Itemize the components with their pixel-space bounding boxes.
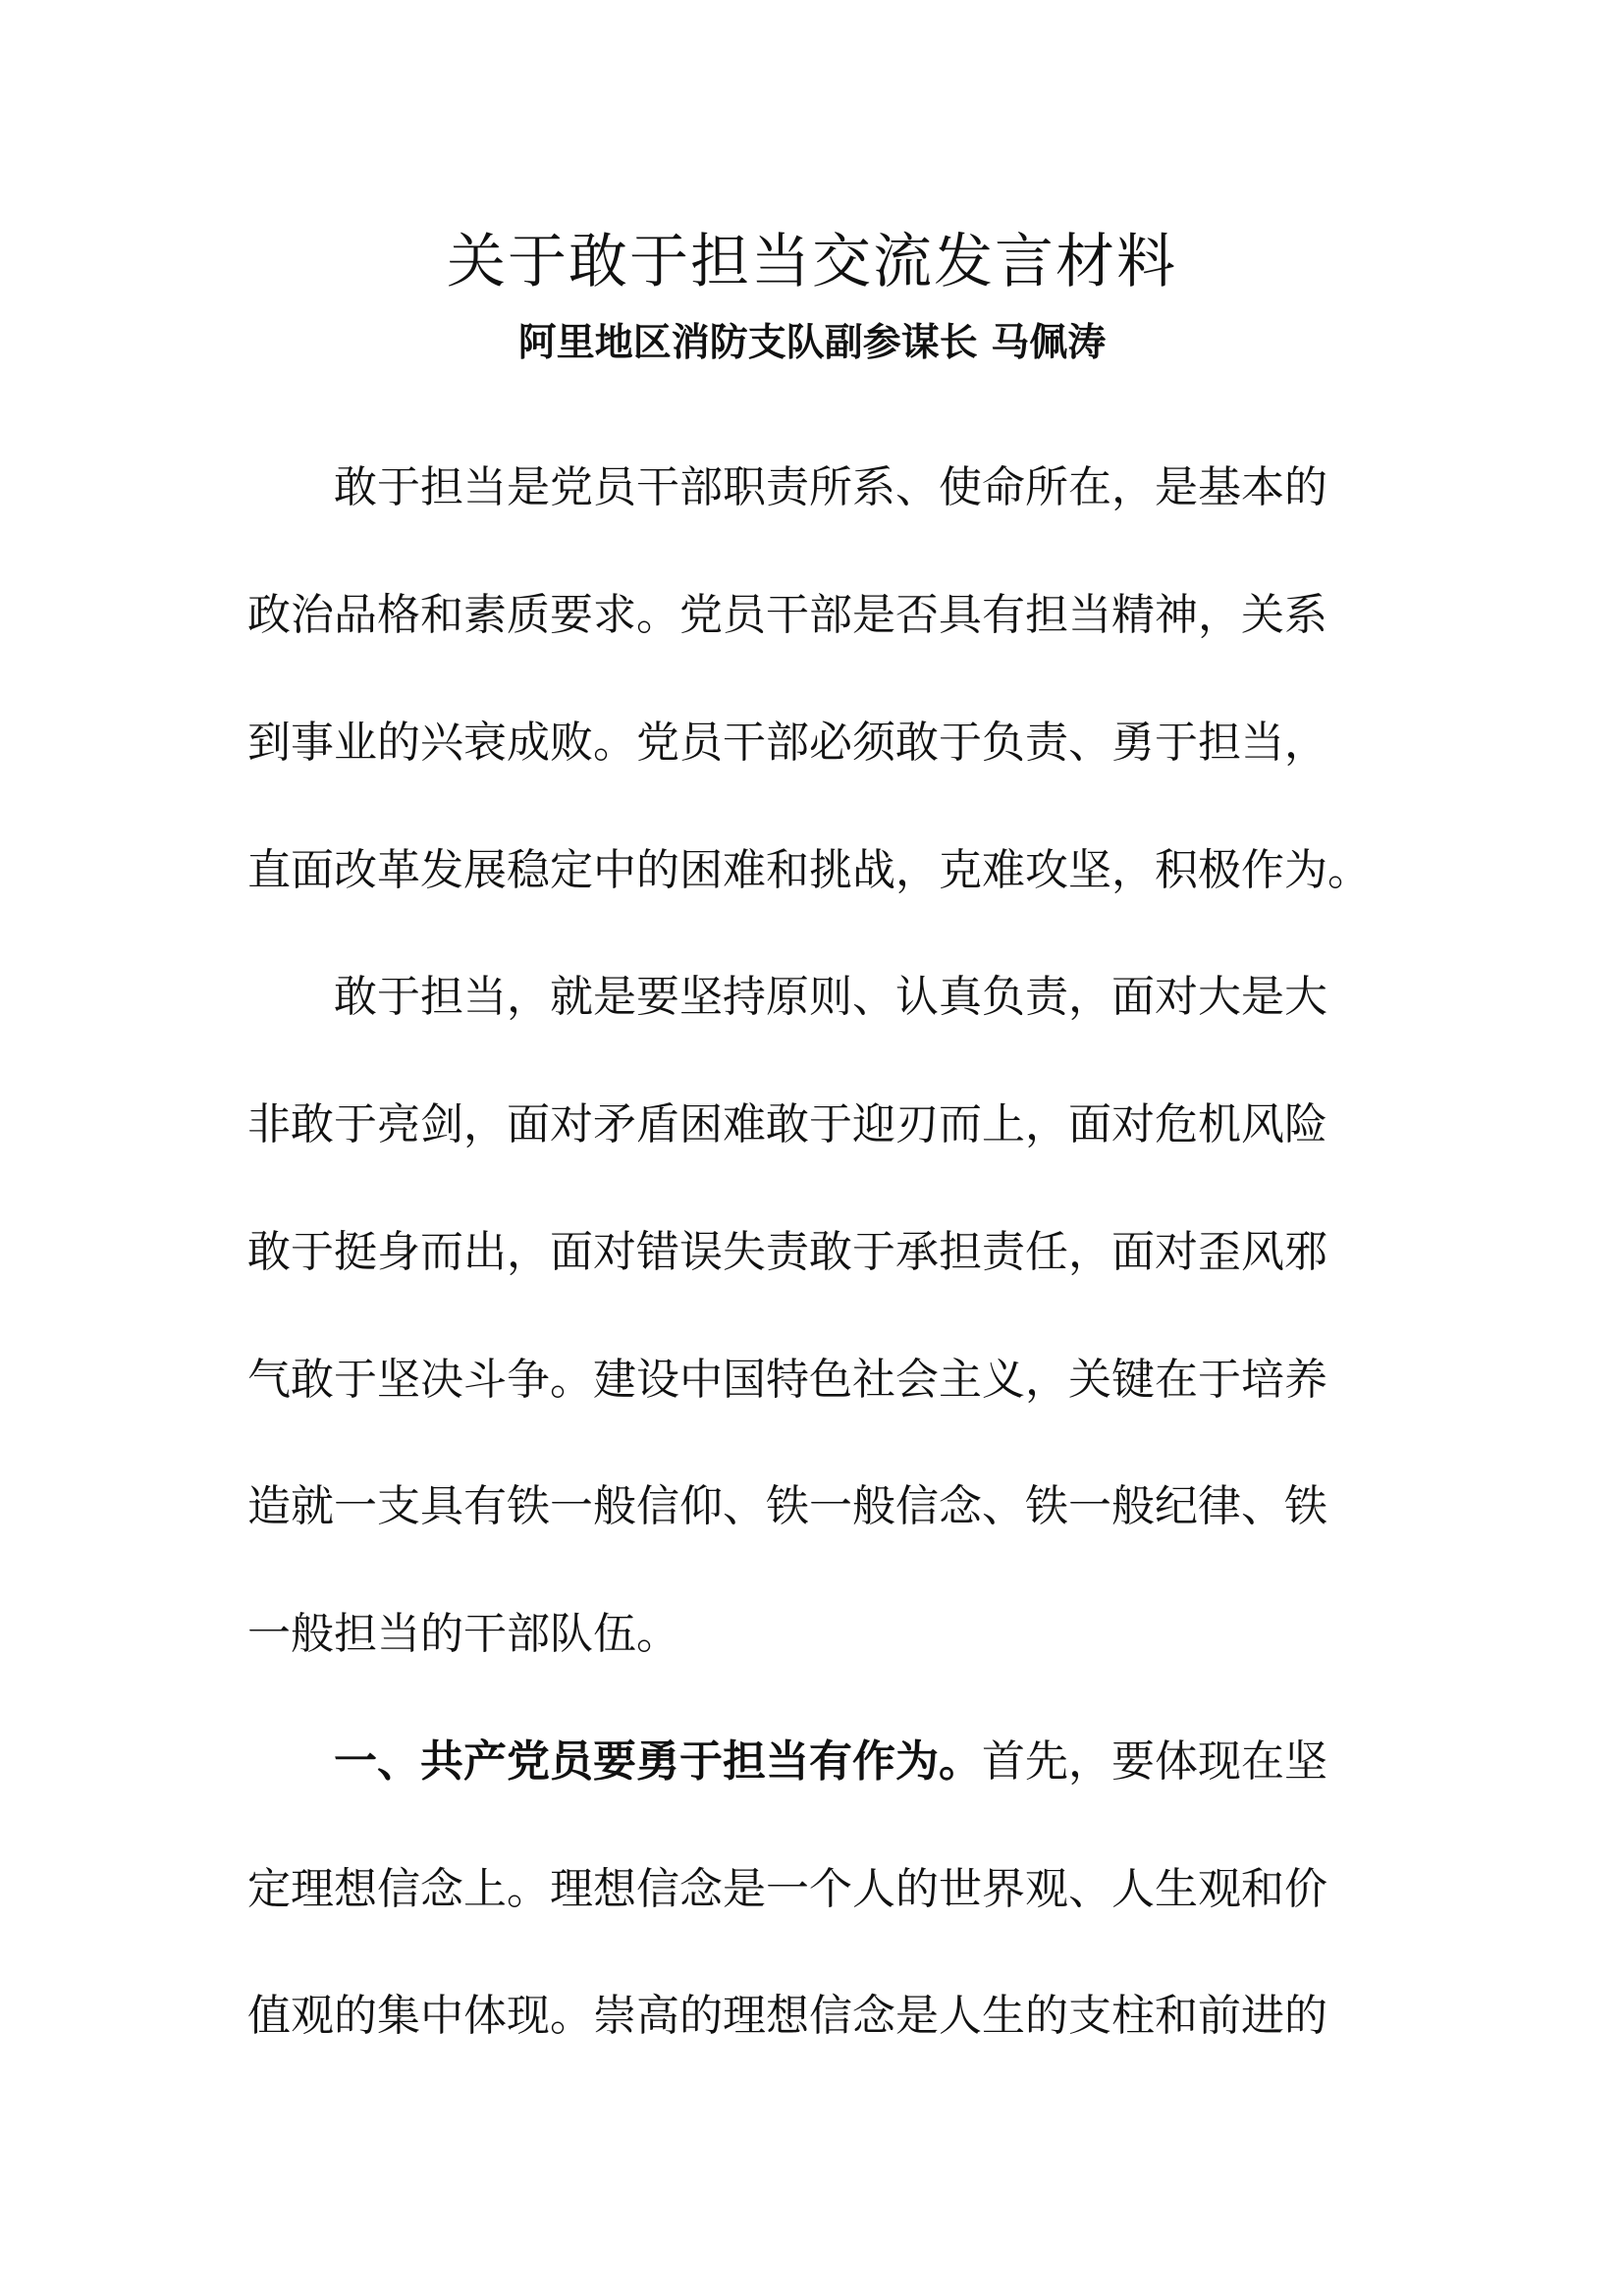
paragraph-2-line-5: 造就一支具有铁一般信仰、铁一般信念、铁一般纪律、铁: [247, 1481, 1327, 1531]
paragraph-3-line-1-text: 首先，要体现在坚: [982, 1736, 1327, 1787]
paragraph-2-line-1: 敢于担当，就是要坚持原则、认真负责，面对大是大: [334, 972, 1327, 1022]
paragraph-1-line-4: 直面改革发展稳定中的困难和挑战，克难攻坚，积极作为。: [247, 845, 1371, 895]
paragraph-3-line-2: 定理想信念上。理想信念是一个人的世界观、人生观和价: [247, 1864, 1327, 1914]
paragraph-3-line-1: [334, 1728, 1512, 1796]
document-subtitle: 阿里地区消防支队副参谋长 马佩涛: [517, 321, 1107, 365]
document-title: 关于敢于担当交流发言材料: [447, 228, 1177, 296]
paragraph-3-line-3: 值观的集中体现。崇高的理想信念是人生的支柱和前进的: [247, 1991, 1327, 2041]
paragraph-2-line-4: 气敢于坚决斗争。建设中国特色社会主义，关键在于培养: [247, 1355, 1327, 1405]
paragraph-1-line-3: 到事业的兴衰成败。党员干部必须敢于负责、勇于担当，: [247, 718, 1327, 768]
paragraph-2-line-2: 非敢于亮剑，面对矛盾困难敢于迎刃而上，面对危机风险: [247, 1099, 1327, 1149]
section-heading-1: 一、共产党员要勇于担当有作为。: [334, 1736, 982, 1787]
paragraph-2-line-6: 一般担当的干部队伍。: [247, 1609, 679, 1659]
paragraph-1-line-2: 政治品格和素质要求。党员干部是否具有担当精神，关系: [247, 590, 1327, 640]
paragraph-2-line-3: 敢于挺身而出，面对错误失责敢于承担责任，面对歪风邪: [247, 1227, 1327, 1277]
paragraph-1-line-1: 敢于担当是党员干部职责所系、使命所在，是基本的: [334, 462, 1327, 512]
